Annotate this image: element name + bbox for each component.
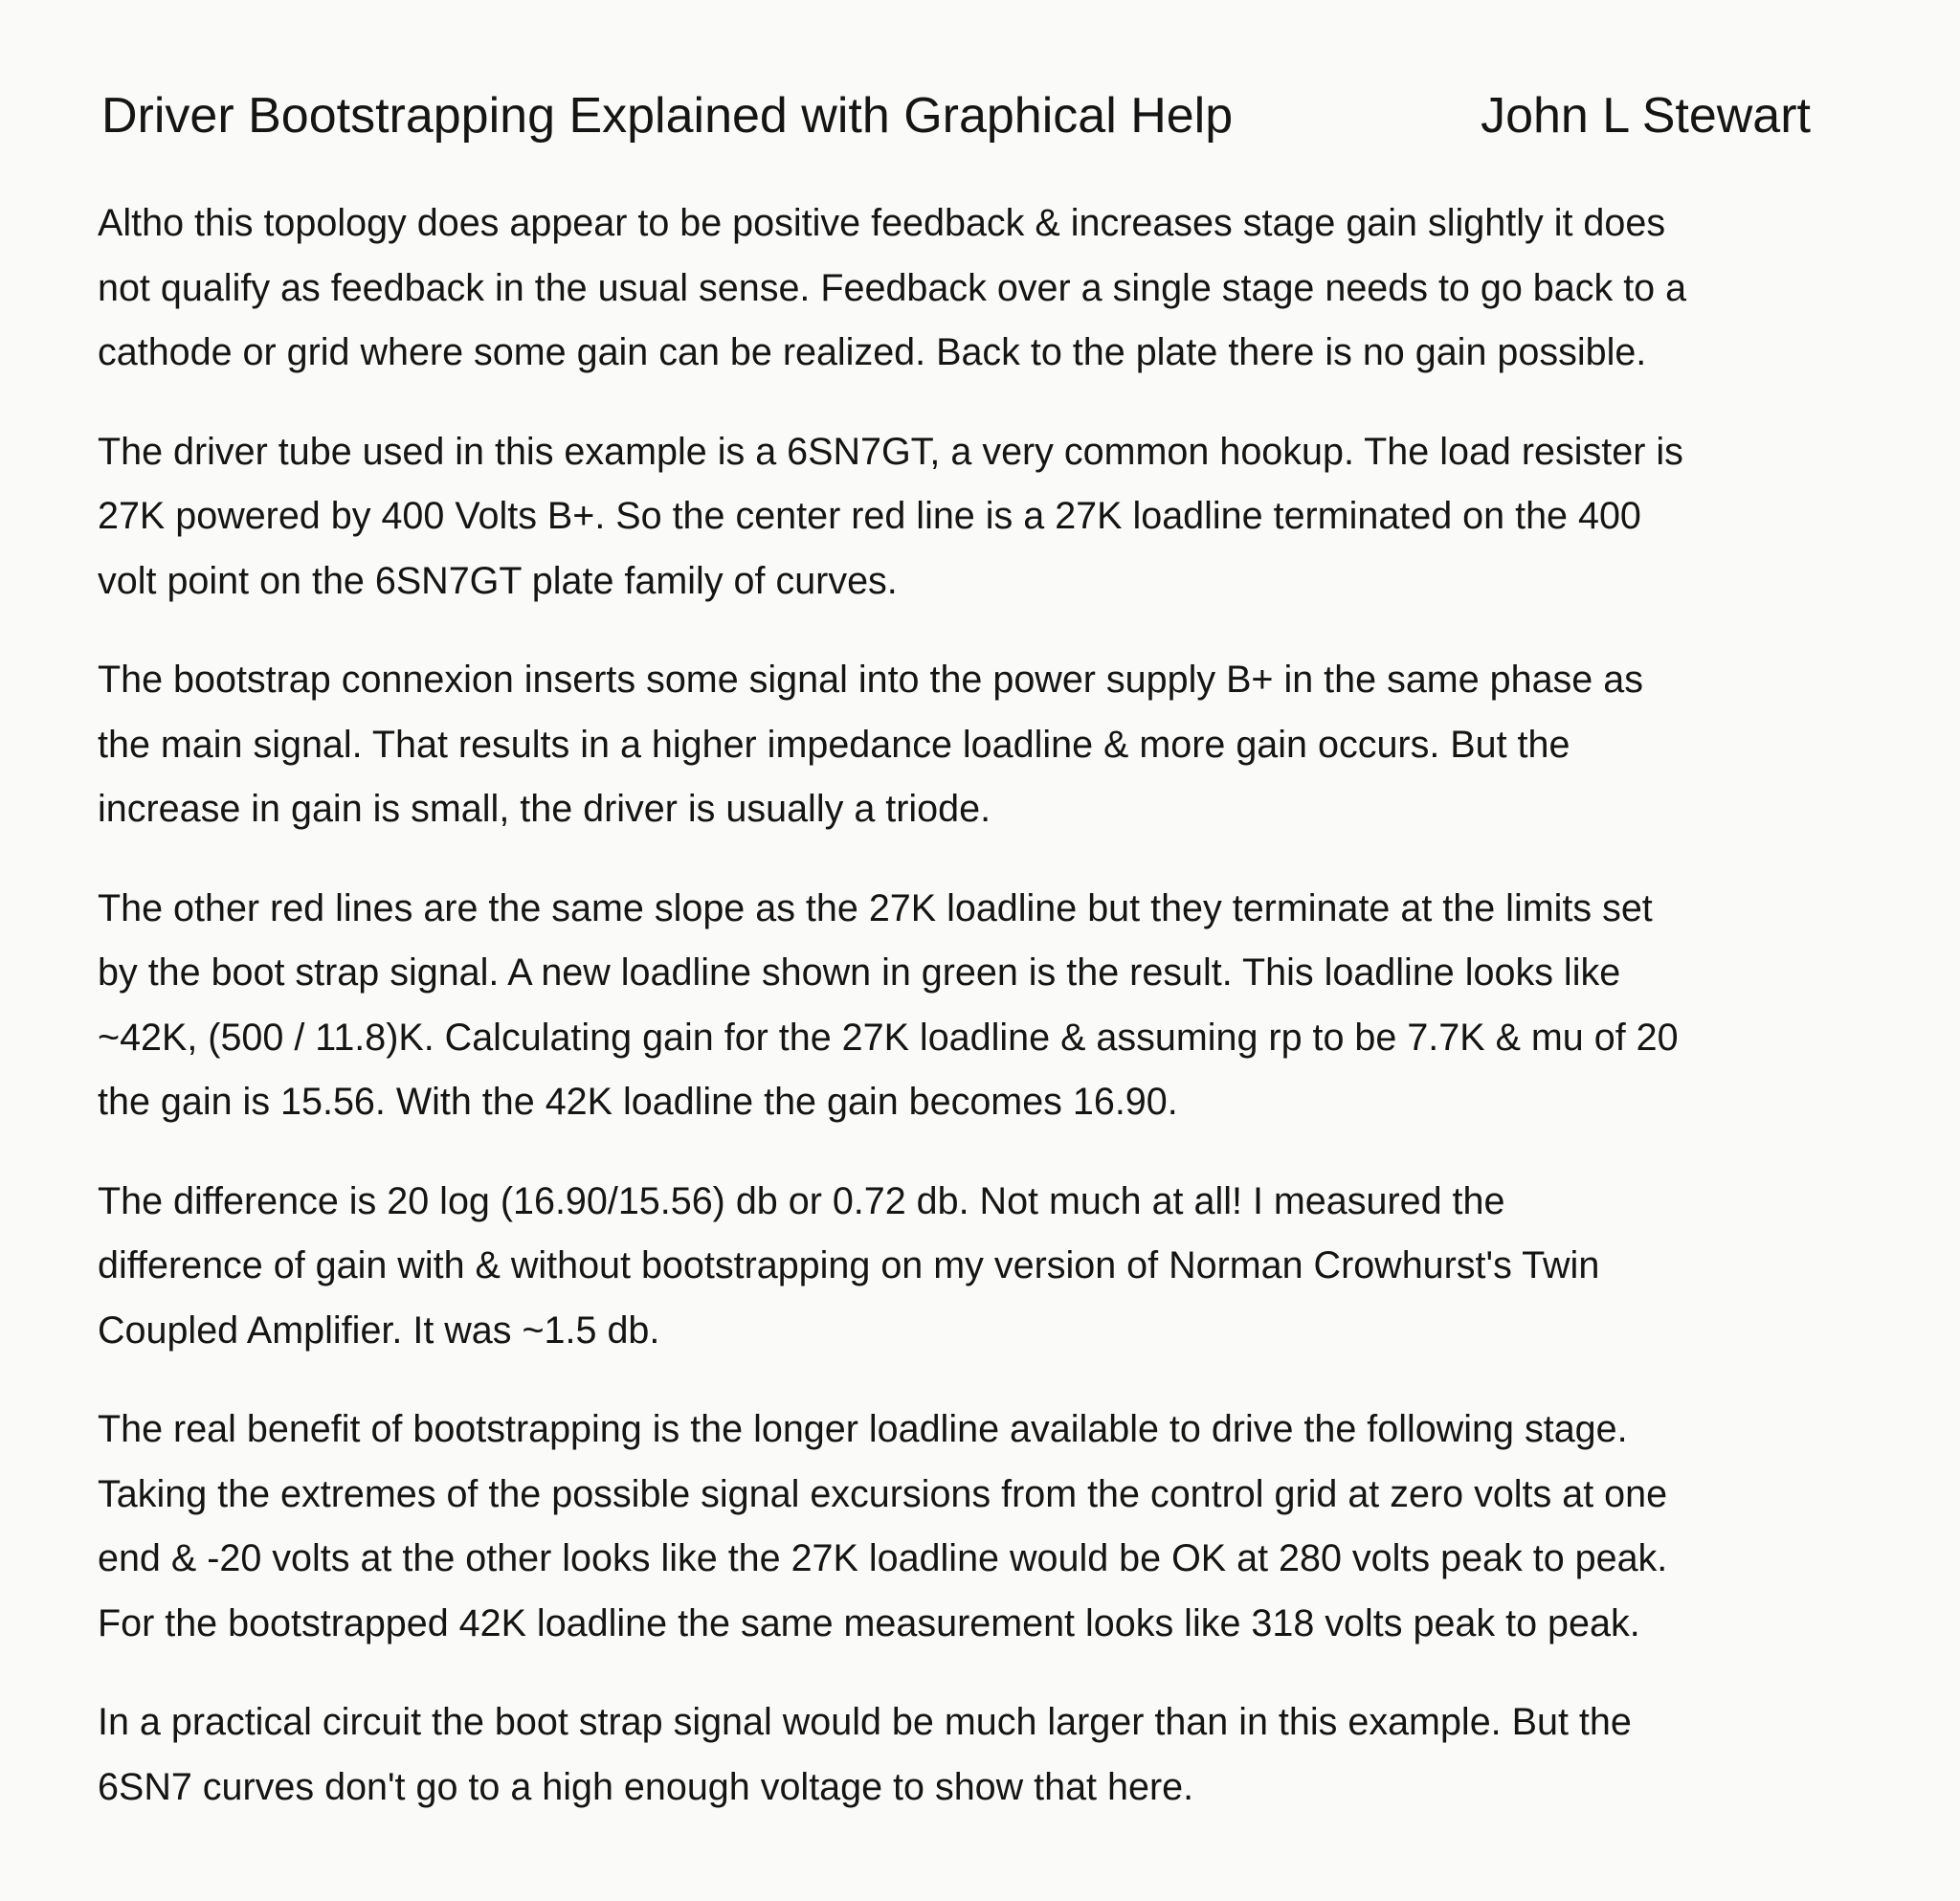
- text-line: Coupled Amplifier. It was ~1.5 db.: [98, 1308, 660, 1352]
- text-line: the main signal. That results in a higher impedance loadline & more gain occurs. But the: [98, 723, 1570, 766]
- document-header: [101, 82, 1811, 149]
- text-line: The other red lines are the same slope as the 27K loadline but they terminate at the limits set: [98, 886, 1653, 929]
- text-line: The driver tube used in this example is a 6SN7GT, a very common hookup. The load resister is: [98, 430, 1683, 473]
- text-line: difference of gain with & without bootstrapping on my version of Norman Crowhurst's Twin: [98, 1244, 1600, 1286]
- text-line: by the boot strap signal. A new loadline shown in green is the result. This loadline looks like: [98, 951, 1621, 994]
- text-line: not qualify as feedback in the usual sense. Feedback over a single stage needs to go back to a: [98, 266, 1687, 309]
- text-line: the gain is 15.56. With the 42K loadline the gain becomes 16.90.: [98, 1081, 1178, 1123]
- text-line: cathode or grid where some gain can be realized. Back to the plate there is no gain possible.: [98, 331, 1647, 373]
- paragraph-7: [98, 1690, 1849, 1820]
- text-line: In a practical circuit the boot strap signal would be much larger than in this example. But the: [98, 1701, 1632, 1743]
- text-line: ~42K, (500 / 11.8)K. Calculating gain for the 27K loadline & assuming rp to be 7.7K & mu of 20: [98, 1016, 1679, 1059]
- text-line: For the bootstrapped 42K loadline the same measurement looks like 318 volts peak to peak.: [98, 1601, 1640, 1644]
- text-line: volt point on the 6SN7GT plate family of curves.: [98, 559, 898, 602]
- document-body: [98, 191, 1849, 1854]
- text-line: end & -20 volts at the other looks like the 27K loadline would be OK at 280 volts peak to peak.: [98, 1537, 1668, 1579]
- paragraph-4: [98, 877, 1849, 1135]
- text-line: The real benefit of bootstrapping is the longer loadline available to drive the following stage.: [98, 1408, 1628, 1450]
- paragraph-5: [98, 1170, 1849, 1364]
- document-author: John L Stewart: [1481, 88, 1811, 144]
- text-line: increase in gain is small, the driver is usually a triode.: [98, 788, 991, 830]
- text-line: 27K powered by 400 Volts B+. So the center red line is a 27K loadline terminated on the 400: [98, 495, 1641, 537]
- document-title: Driver Bootstrapping Explained with Graphical Help: [101, 88, 1234, 144]
- paragraph-6: [98, 1398, 1849, 1656]
- text-line: The difference is 20 log (16.90/15.56) db or 0.72 db. Not much at all! I measured the: [98, 1179, 1505, 1222]
- text-line: Altho this topology does appear to be positive feedback & increases stage gain slightly it does: [98, 202, 1666, 244]
- paragraph-3: [98, 648, 1849, 842]
- paragraph-1: [98, 191, 1849, 386]
- text-line: The bootstrap connexion inserts some signal into the power supply B+ in the same phase as: [98, 659, 1643, 701]
- paragraph-2: [98, 420, 1849, 615]
- text-line: 6SN7 curves don't go to a high enough voltage to show that here.: [98, 1765, 1194, 1808]
- text-line: Taking the extremes of the possible signal excursions from the control grid at zero volts at one: [98, 1472, 1668, 1515]
